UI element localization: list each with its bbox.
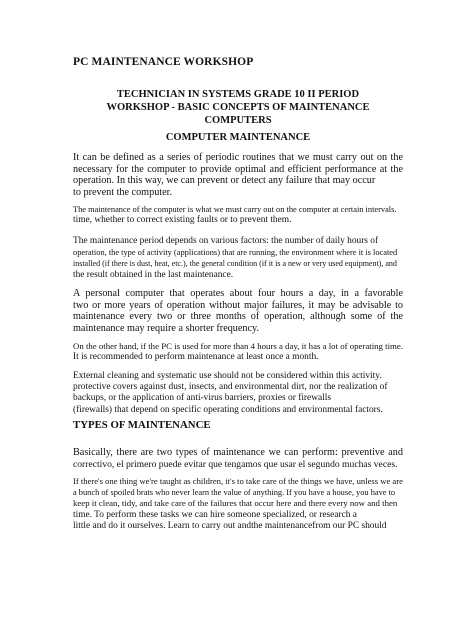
paragraph-period-factors (73, 236, 403, 281)
text-line: necessary for the computer to provide optimal and efficient performance at the (73, 163, 403, 175)
paragraph-external-cleaning (73, 371, 403, 416)
text-line: installed (if there is dust, heat, etc.), the general condition (if it is a new or very used equipment), and (73, 259, 397, 269)
text-line: protective covers against dust, insects, and environmental dirt, nor the realization of (73, 382, 388, 393)
text-line: the result obtained in the last maintenance. (73, 269, 234, 280)
text-line: The maintenance of the computer is what we must carry out on the computer at certain intervals. (73, 205, 397, 214)
text-line: two or more years of operation without major failures, it may be advisable to (73, 299, 403, 311)
subtitle-line: TECHNICIAN IN SYSTEMS GRADE 10 II PERIOD (116, 89, 360, 100)
text-line: operation. In this way, we can prevent or detect any failure that may occur (73, 175, 376, 187)
text-line: On the other hand, if the PC is used for more than 4 hours a day, it has a lot of operating time. (73, 341, 403, 351)
text-line: A personal computer that operates about four hours a day, in a favorable (73, 288, 403, 299)
text-line: Basically, there are two types of maintenance we can perform: preventive and (73, 447, 403, 458)
text-line: maintenance every two or three months of operation, although some of the (73, 311, 403, 323)
text-line: backups, or the application of anti-virus barriers, proxies or firewalls (73, 393, 331, 404)
text-line: It is recommended to perform maintenance at least once a month. (73, 352, 319, 363)
text-line: correctivo, el primero puede evitar que tengamos que usar el segundo muchas veces. (73, 458, 398, 470)
subtitle-line: WORKSHOP - BASIC CONCEPTS OF MAINTENANCE (106, 102, 370, 113)
text-line: little and do it ourselves. Learn to carry out andthe maintenancefrom our PC should (73, 520, 387, 531)
types-heading: TYPES OF MAINTENANCE (73, 419, 211, 431)
text-line: The maintenance period depends on various factors: the number of daily hours of (73, 236, 379, 246)
text-line: maintenance may require a shorter frequency. (73, 322, 260, 334)
text-line: a bunch of spoiled brats who never learn the value of anything. If you have a house, you have to (73, 488, 396, 498)
document-subtitle (73, 88, 403, 127)
text-line: to prevent the computer. (73, 186, 173, 198)
paragraph-types-basic (73, 447, 403, 470)
document-title: PC MAINTENANCE WORKSHOP (73, 56, 254, 68)
text-line: (firewalls) that depend on specific operating conditions and environmental factors. (73, 404, 383, 415)
text-line: External cleaning and systematic use should not be considered within this activity. (73, 371, 382, 381)
paragraph-intervals (73, 204, 403, 226)
paragraph-types-children (73, 476, 403, 532)
section-heading: COMPUTER MAINTENANCE (165, 132, 311, 143)
paragraph-frequency (73, 288, 403, 334)
text-line: time. To perform these tasks we can hire someone specialized, or research a (73, 509, 357, 520)
paragraph-monthly (73, 341, 403, 363)
text-line: If there's one thing we're taught as children, it's to take care of the things we have, unless we are (73, 476, 403, 486)
text-line: It can be defined as a series of periodic routines that we must carry out on the (73, 152, 403, 163)
text-line: keep it clean, tidy, and take care of the failures that occur here and there every now and then (73, 498, 398, 509)
text-line: operation, the type of activity (applications) that are running, the environment where it is located (73, 248, 398, 258)
text-line: time, whether to correct existing faults or to prevent them. (73, 215, 292, 226)
subtitle-line: COMPUTERS (204, 115, 272, 126)
paragraph-definition (73, 152, 403, 198)
